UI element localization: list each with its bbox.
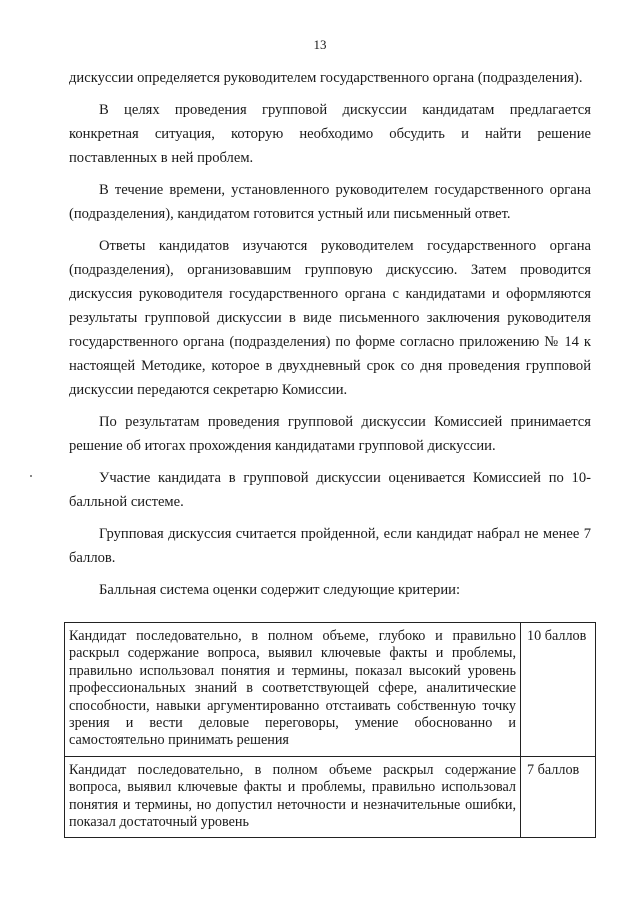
paragraph-2: В целях проведения групповой дискуссии кандидатам предлагается конкретная ситуация, которую необходимо обсудить и найти решение поставленных в ней проблем. (69, 102, 591, 166)
paragraph-7: Групповая дискуссия считается пройденной, если кандидат набрал не менее 7 баллов. (69, 526, 591, 566)
paragraph-8: Балльная система оценки содержит следующие критерии: (99, 582, 461, 598)
paragraph-3: В течение времени, установленного руководителем государственного органа (подразделения), кандидатом готовится устный или письменный ответ. (69, 182, 591, 222)
paragraph-5: По результатам проведения групповой дискуссии Комиссией принимается решение об итогах прохождения кандидатами групповой дискуссии. (69, 414, 591, 454)
criterion-description: Кандидат последовательно, в полном объеме раскрыл содержание вопроса, выявил ключевые факты и проблемы, правильно использовал понятия и термины, но допустил неточности и незначительные ошибки, показал достаточный уровень (65, 756, 521, 838)
paragraph-6: Участие кандидата в групповой дискуссии оценивается Комиссией по 10-балльной системе. (69, 470, 591, 510)
paragraph-1: дискуссии определяется руководителем государственного органа (подразделения). (69, 70, 583, 86)
criteria-table (64, 622, 596, 838)
body-text (69, 66, 591, 610)
criterion-score: 7 баллов (521, 756, 596, 838)
page-number: 13 (313, 37, 327, 52)
table-row (65, 756, 596, 838)
paragraph-4: Ответы кандидатов изучаются руководителем государственного органа (подразделения), организовавшим групповую дискуссию. Затем проводится дискуссия руководителя государственного органа с кандидатами и оформляются результаты групповой дискуссии в виде письменного заключения руководителя государственного органа (подразделения) по форме согласно приложению № 14 к настоящей Методике, которое в двухдневный срок со дня проведения групповой дискуссии передаются секретарю Комиссии. (69, 238, 591, 398)
criterion-score: 10 баллов (521, 623, 596, 757)
table-row (65, 623, 596, 757)
margin-dot (30, 475, 32, 477)
criterion-description: Кандидат последовательно, в полном объеме, глубоко и правильно раскрыл содержание вопроса, выявил ключевые факты и проблемы, правильно использовал понятия и термины, показал высокий уровень профессиональных знаний в соответствующей сфере, аналитические способности, навыки аргументированно отстаивать собственную точку зрения и вести деловые переговоры, умение обоснованно и самостоятельно принимать решения (65, 623, 521, 757)
